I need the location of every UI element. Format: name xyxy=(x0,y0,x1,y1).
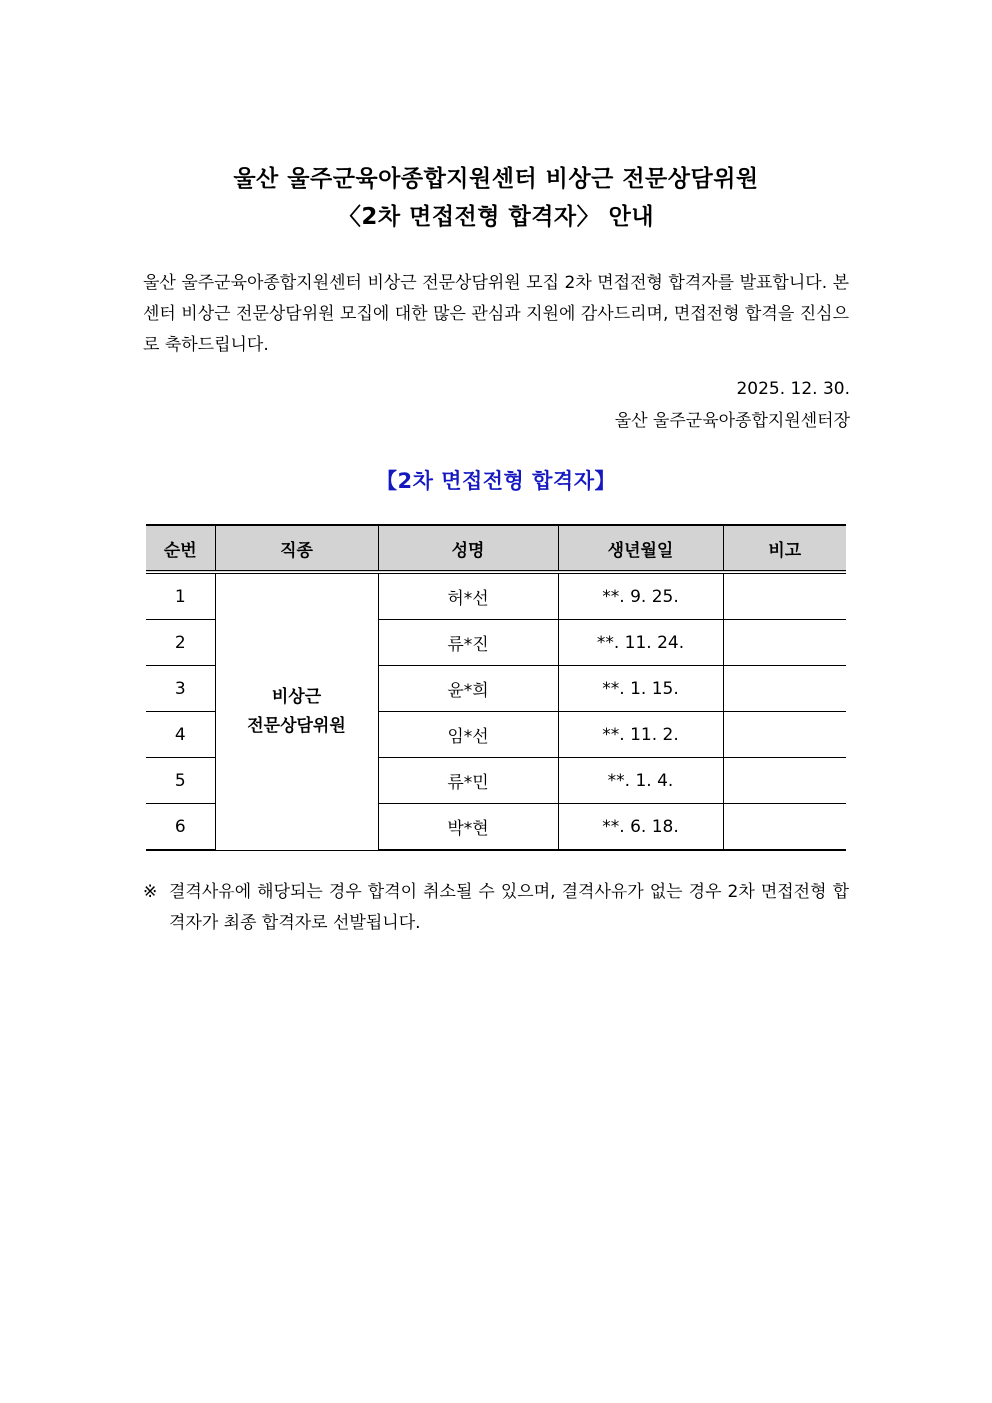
document-subtitle: 〈2차 면접전형 합격자〉 안내 xyxy=(337,204,655,230)
signer: 울산 울주군육아종합지원센터장 xyxy=(614,411,850,431)
row-remark xyxy=(723,572,846,620)
header-name: 성명 xyxy=(378,525,558,572)
row-number: 3 xyxy=(146,666,215,712)
row-birthdate: **. 11. 2. xyxy=(558,712,723,758)
row-number: 2 xyxy=(146,620,215,666)
job-type-cell xyxy=(215,572,378,850)
row-number: 1 xyxy=(146,572,215,620)
row-birthdate: **. 9. 25. xyxy=(558,572,723,620)
row-birthdate: **. 6. 18. xyxy=(558,804,723,851)
row-birthdate: **. 11. 24. xyxy=(558,620,723,666)
row-name: 박*현 xyxy=(378,804,558,851)
row-number: 6 xyxy=(146,804,215,851)
row-number: 4 xyxy=(146,712,215,758)
row-name: 임*선 xyxy=(378,712,558,758)
row-birthdate: **. 1. 15. xyxy=(558,666,723,712)
results-table xyxy=(146,524,846,851)
header-remark: 비고 xyxy=(723,525,846,572)
header-number: 순번 xyxy=(146,525,215,572)
row-name: 윤*희 xyxy=(378,666,558,712)
reference-mark-icon: ※ xyxy=(143,882,158,902)
table-header-row xyxy=(146,525,846,572)
row-birthdate: **. 1. 4. xyxy=(558,758,723,804)
row-remark xyxy=(723,620,846,666)
row-name: 허*선 xyxy=(378,572,558,620)
row-name: 류*진 xyxy=(378,620,558,666)
row-remark xyxy=(723,712,846,758)
footnote xyxy=(143,877,849,939)
announcement-date: 2025. 12. 30. xyxy=(736,379,850,399)
row-name: 류*민 xyxy=(378,758,558,804)
intro-paragraph: 울산 울주군육아종합지원센터 비상근 전문상담위원 모집 2차 면접전형 합격자를 발표합니다. 본 센터 비상근 전문상담위원 모집에 대한 많은 관심과 지원에 감사드리며, 면접전형 합격을 진심으로 축하드립니다. xyxy=(143,273,849,355)
header-birthdate: 생년월일 xyxy=(558,525,723,572)
footnote-text: 결격사유에 해당되는 경우 합격이 취소될 수 있으며, 결격사유가 없는 경우 2차 면접전형 합격자가 최종 합격자로 선발됩니다. xyxy=(169,882,849,933)
row-number: 5 xyxy=(146,758,215,804)
row-remark xyxy=(723,758,846,804)
table-row xyxy=(146,572,846,620)
job-type-line1: 비상근 xyxy=(271,686,322,707)
document-title: 울산 울주군육아종합지원센터 비상근 전문상담위원 xyxy=(233,166,759,192)
row-remark xyxy=(723,804,846,851)
section-heading: 【2차 면접전형 합격자】 xyxy=(375,469,617,493)
header-job: 직종 xyxy=(215,525,378,572)
job-type-line2: 전문상담위원 xyxy=(247,715,346,736)
row-remark xyxy=(723,666,846,712)
